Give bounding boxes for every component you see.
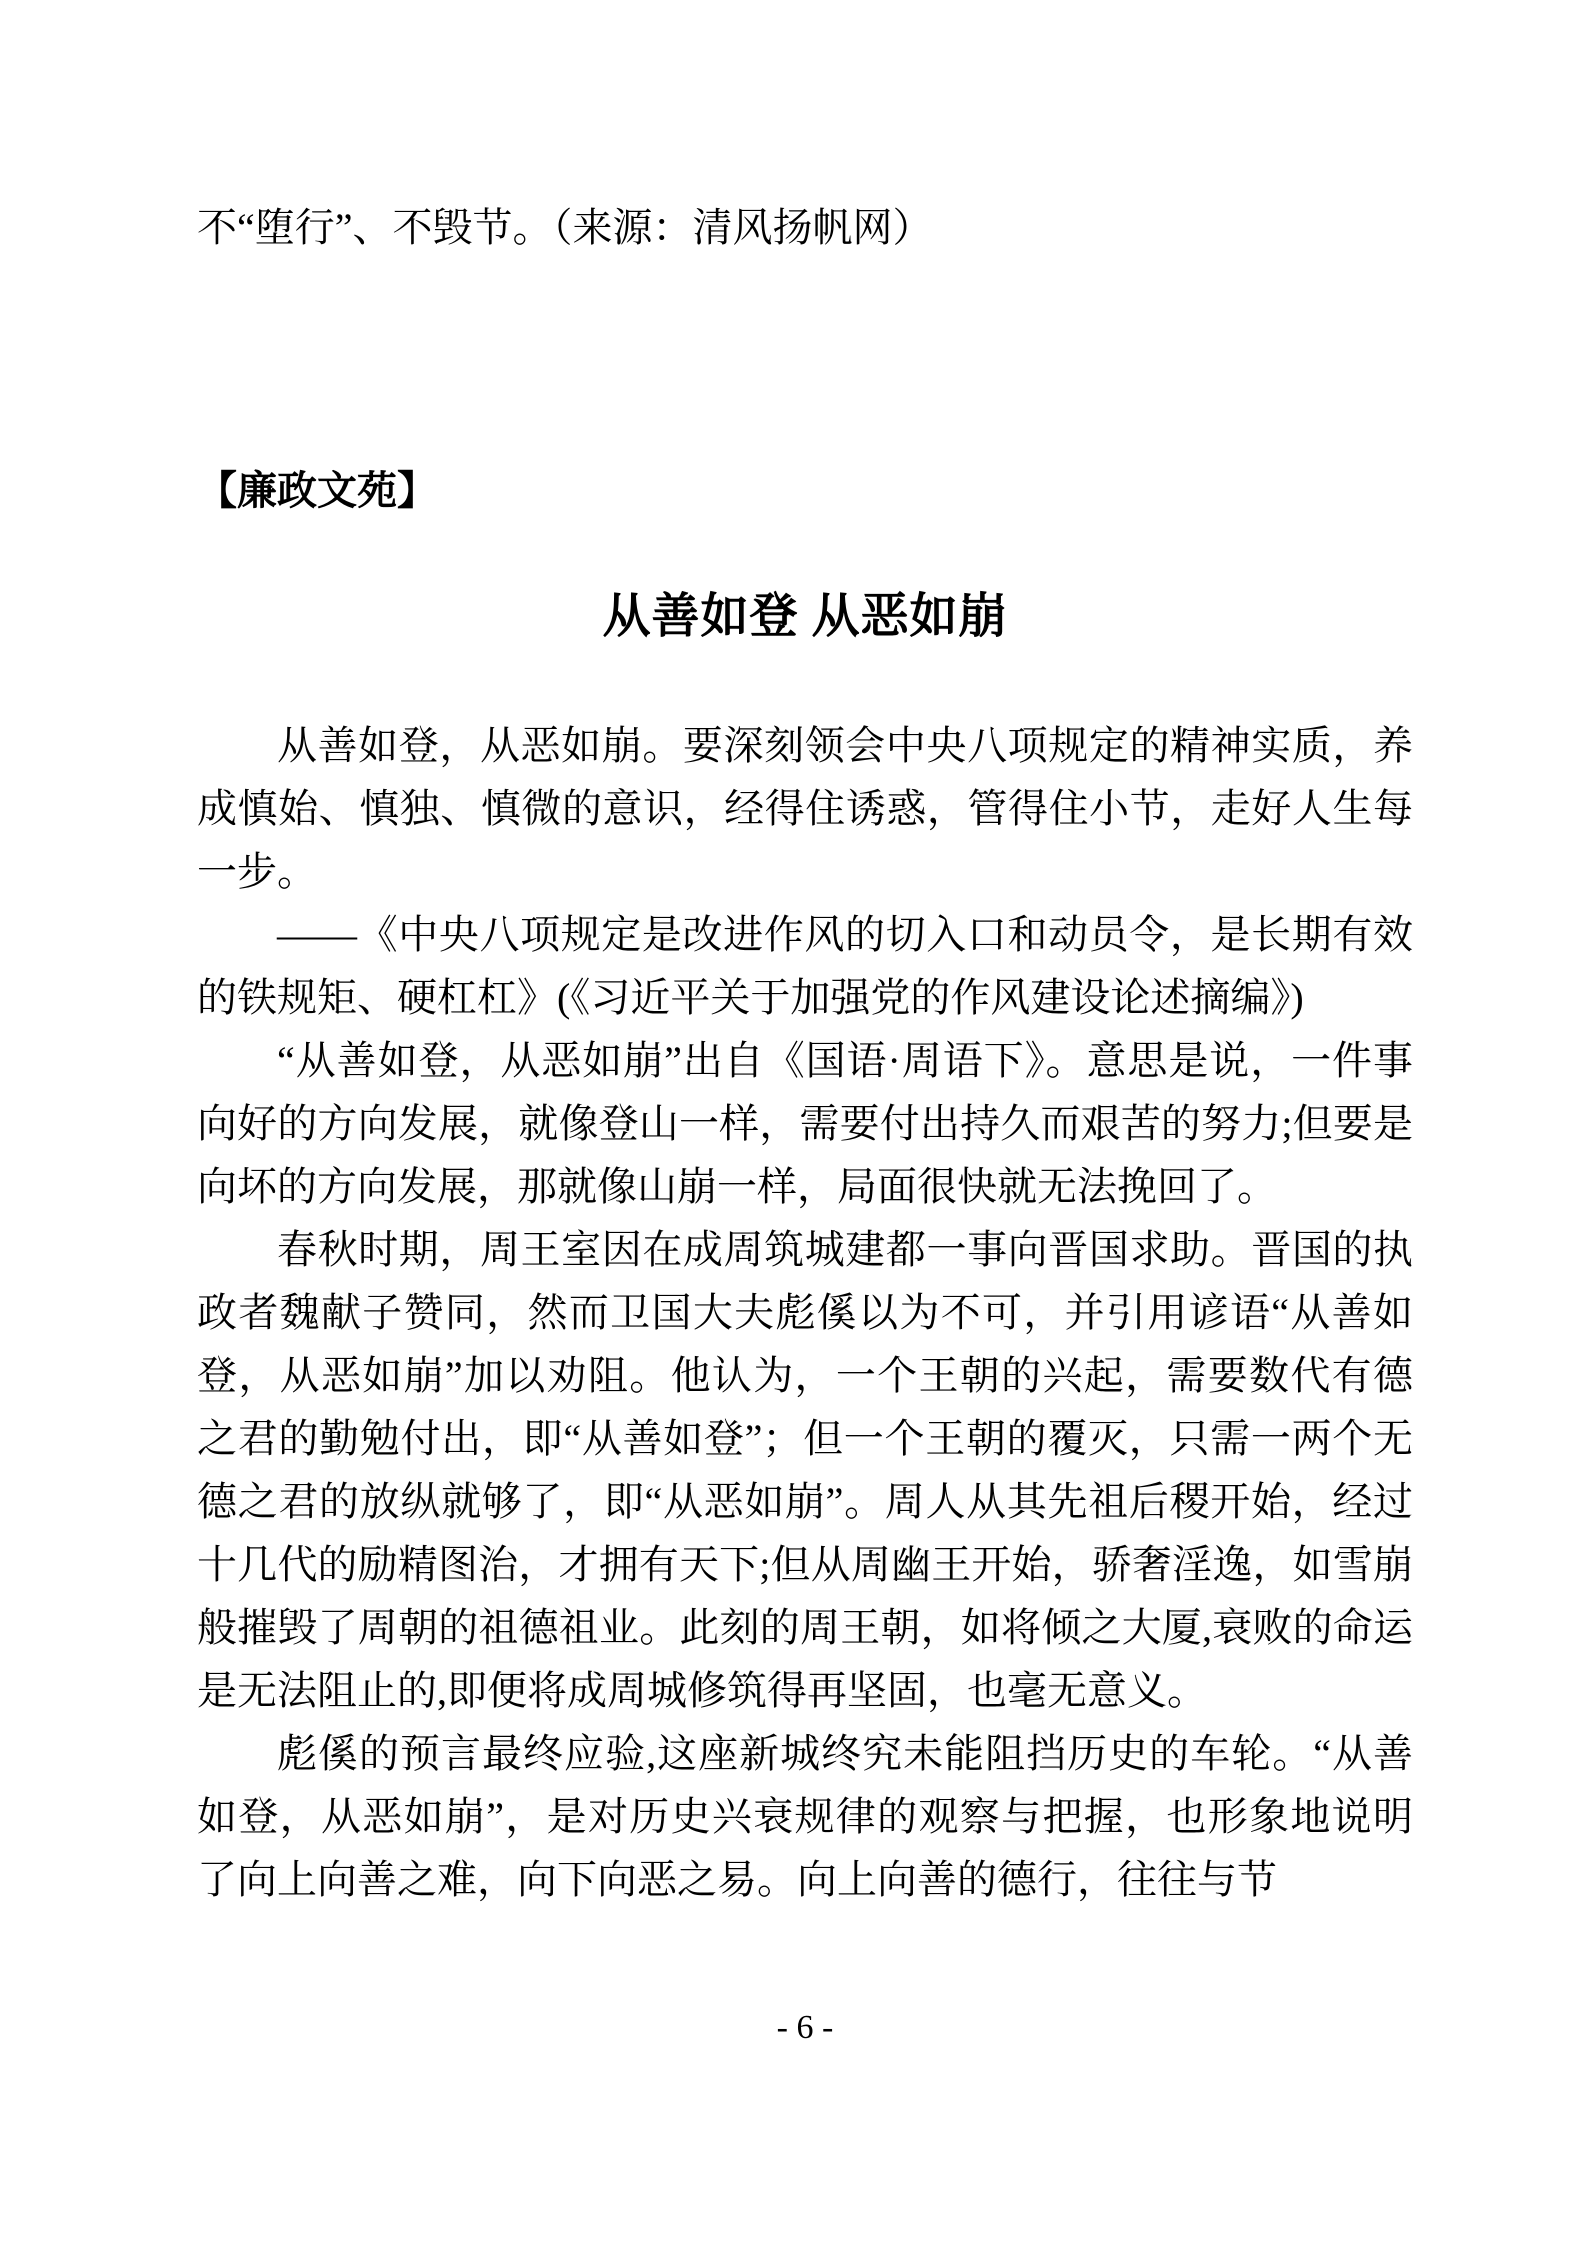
paragraph: “从善如登，从恶如崩”出自《国语·周语下》。意思是说，一件事向好的方向发展，就像登山一样，需要付出持久而艰苦的努力;但要是向坏的方向发展，那就像山崩一样，局面很快就无法挽回了。 (197, 1038, 1413, 1209)
section-header: 【廉政文苑】 (197, 468, 437, 513)
page-number: - 6 - (776, 2009, 834, 2046)
article-body (197, 714, 1413, 1911)
paragraph: 春秋时期，周王室因在成周筑城建都一事向晋国求助。晋国的执政者魏献子赞同，然而卫国大夫彪傒以为不可，并引用谚语“从善如登，从恶如崩”加以劝阻。他认为，一个王朝的兴起，需要数代有德之君的勤勉付出，即“从善如登”；但一个王朝的覆灭，只需一两个无德之君的放纵就够了，即“从恶如崩”。周人从其先祖后稷开始，经过十几代的励精图治，才拥有天下;但从周幽王开始，骄奢淫逸，如雪崩般摧毁了周朝的祖德祖业。此刻的周王朝，如将倾之大厦,衰败的命运是无法阻止的,即便将成周城修筑得再坚固，也毫无意义。 (197, 1227, 1413, 1713)
continuation-line: 不“堕行”、不毁节。（来源：清风扬帆网） (197, 205, 933, 250)
paragraph: 彪傒的预言最终应验,这座新城终究未能阻挡历史的车轮。“从善如登，从恶如崩”，是对历史兴衰规律的观察与把握，也形象地说明了向上向善之难，向下向恶之易。向上向善的德行，往往与节 (197, 1731, 1413, 1902)
article-title: 从善如登 从恶如崩 (602, 590, 1008, 643)
paragraph: ——《中央八项规定是改进作风的切入口和动员令，是长期有效的铁规矩、硬杠杠》(《习近平关于加强党的作风建设论述摘编》) (197, 912, 1413, 1020)
paragraph: 从善如登，从恶如崩。要深刻领会中央八项规定的精神实质，养成慎始、慎独、慎微的意识，经得住诱惑，管得住小节，走好人生每一步。 (197, 723, 1413, 894)
